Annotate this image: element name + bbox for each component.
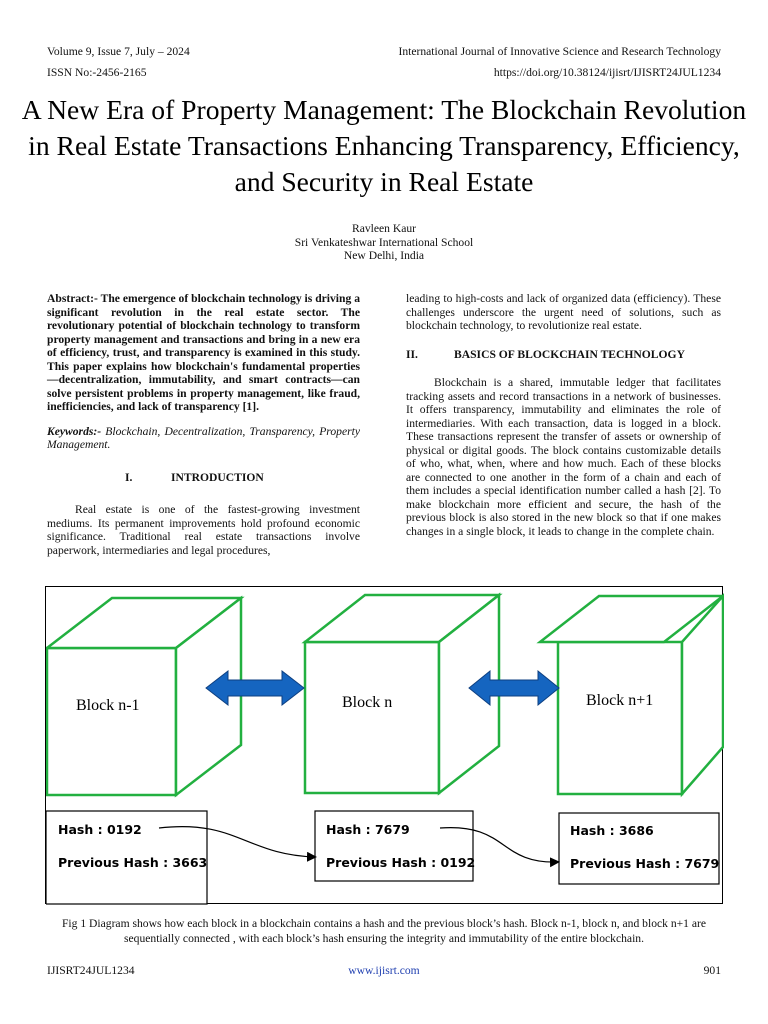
abstract bbox=[47, 292, 360, 414]
section-number: I. bbox=[125, 470, 133, 484]
double-arrow bbox=[206, 671, 304, 705]
hash-value: Hash : 0192 bbox=[58, 822, 142, 837]
journal-name: International Journal of Innovative Science and Research Technology bbox=[398, 45, 721, 58]
footer-code: IJISRT24JUL1234 bbox=[47, 964, 135, 977]
section-title: BASICS OF BLOCKCHAIN TECHNOLOGY bbox=[454, 347, 685, 361]
keywords bbox=[47, 425, 360, 452]
author-name: Ravleen Kaur bbox=[351, 222, 417, 235]
previous-hash: Previous Hash : 7679 bbox=[570, 856, 720, 871]
block-label: Block n+1 bbox=[586, 692, 654, 709]
author-location: New Delhi, India bbox=[343, 249, 425, 263]
blockchain-diagram bbox=[46, 587, 724, 905]
figure-box bbox=[45, 586, 723, 904]
author-affiliation: Sri Venkateshwar International School bbox=[294, 235, 474, 249]
left-column bbox=[47, 292, 360, 557]
author-block bbox=[0, 222, 768, 263]
block-label: Block n bbox=[342, 694, 393, 711]
section-heading-blockchain bbox=[406, 348, 721, 362]
previous-hash: Previous Hash : 3663 bbox=[58, 855, 208, 870]
hash-value: Hash : 3686 bbox=[570, 823, 654, 838]
block-cube bbox=[47, 598, 241, 795]
abstract-text: The emergence of blockchain technology is driving a significant revolution in the real estate sector. The revolutionary potential of blockchain technology to transform property management and transactions and bring in a new era of efficiency, trust, and transparency is examined in this study. This paper explains how blockchain's fundamental properties—decentralization, immutability, and smart contracts—can solve persistent problems in property management, like fraud, inefficiencies, and lack of transparency [1]. bbox=[47, 292, 360, 413]
abstract-label: Abstract:- bbox=[47, 292, 98, 305]
hash-box bbox=[315, 811, 475, 881]
intro-paragraph: Real estate is one of the fastest-growing investment mediums. Its permanent improvements hold profound economic significance. Traditional real estate transactions involve paperwork, intermediaries and legal procedures, bbox=[47, 503, 360, 557]
block-cube bbox=[305, 595, 499, 793]
section-heading-introduction bbox=[125, 471, 360, 485]
hash-box bbox=[559, 813, 719, 884]
hash-box bbox=[46, 811, 207, 904]
page-number: 901 bbox=[703, 964, 721, 977]
right-column bbox=[406, 292, 721, 538]
volume-info: Volume 9, Issue 7, July – 2024 bbox=[47, 45, 190, 58]
previous-hash: Previous Hash : 0192 bbox=[326, 855, 476, 870]
block-cube bbox=[540, 596, 723, 794]
section-title: INTRODUCTION bbox=[171, 470, 264, 484]
paper-title: A New Era of Property Management: The Blockchain Revolution in Real Estate Transactions Enhancing Transparency, Efficiency, and Security in Real Estate bbox=[21, 94, 747, 197]
doi-link[interactable]: https://doi.org/10.38124/ijisrt/IJISRT24JUL1234 bbox=[493, 66, 721, 79]
keywords-label: Keywords:- bbox=[47, 424, 102, 438]
block-label: Block n-1 bbox=[76, 697, 140, 714]
keywords-text: Blockchain, Decentralization, Transparency, Property Management. bbox=[47, 424, 360, 451]
issn: ISSN No:-2456-2165 bbox=[47, 66, 147, 79]
section-number: II. bbox=[406, 347, 418, 361]
blockchain-paragraph: Blockchain is a shared, immutable ledger that facilitates tracking assets and record transactions in a network of businesses. It offers transparency, immutability and eliminates the role of intermediaries. With each transaction, data is logged in a block. These transactions represent the transfer of assets or ownership of physical or digital goods. The block contains customizable details of who, what, when, where and how much. Each of these blocks are connected to one another in the form of a chain and each of them includes a special identification number called a hash [2]. To make blockchain more efficient and secure, the hash of the previous block is also stored in the new block so that if one makes changes in a single block, it leads to change in the complete chain. bbox=[406, 376, 721, 538]
footer-site-link[interactable]: www.ijisrt.com bbox=[348, 964, 420, 977]
hash-value: Hash : 7679 bbox=[326, 822, 410, 837]
figure-caption: Fig 1 Diagram shows how each block in a blockchain contains a hash and the previous block’s hash. Block n-1, block n, and block n+1 are sequentially connected , with each block’s hash ensuring the integrity and immutability of the entire blockchain. bbox=[61, 917, 707, 945]
intro-continuation: leading to high-costs and lack of organized data (efficiency). These challenges underscore the urgent need of solutions, such as blockchain technology, to revolutionize real estate. bbox=[406, 292, 721, 332]
